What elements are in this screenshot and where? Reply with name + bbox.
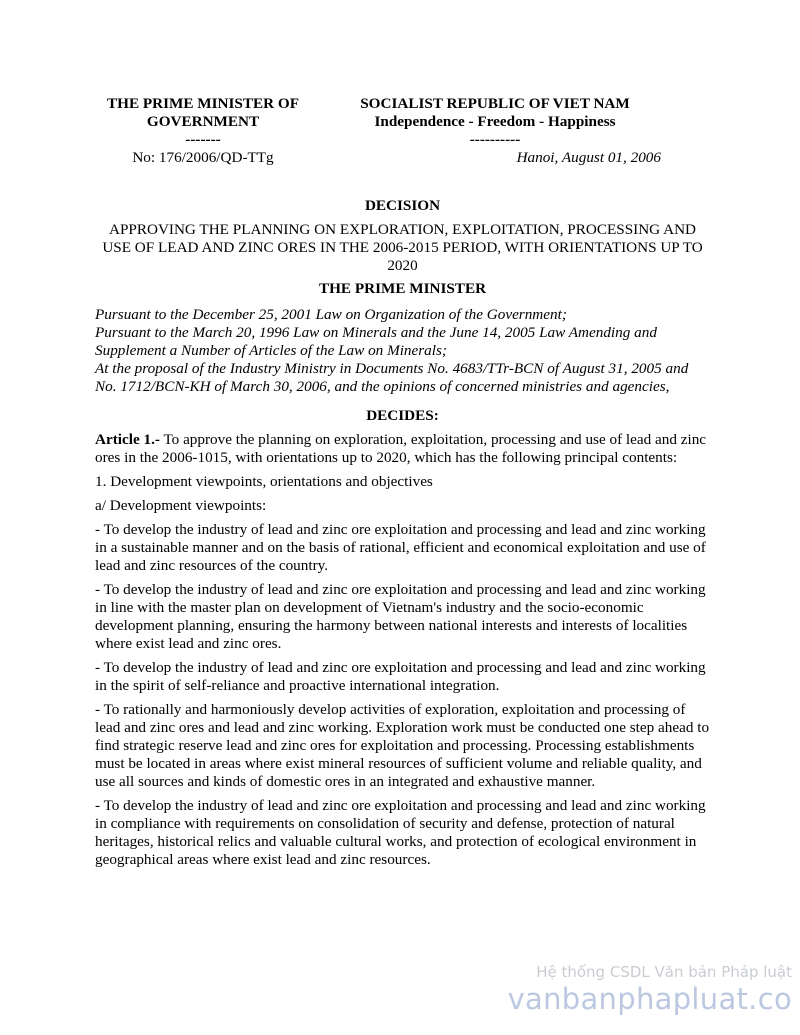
viewpoint-item: - To develop the industry of lead and zinc ore exploitation and processing and lead and zinc working in compliance with requirements on consolidation of security and defense, protection of natural heritages, historical relics and valuable cultural works, and protection of ecological environment in geographical areas where exist lead and zinc resources. (95, 797, 706, 868)
pursuant-line: Pursuant to the December 25, 2001 Law on Organization of the Government; (95, 306, 567, 323)
pursuant-line: Pursuant to the March 20, 1996 Law on Minerals and the June 14, 2005 Law Amending and Supplement a Number of Articles of the Law on Minerals; (95, 324, 657, 359)
document-header (95, 95, 710, 170)
article-1 (95, 431, 710, 467)
state-block (350, 95, 640, 149)
document-date: Hanoi, August 01, 2006 (516, 149, 661, 166)
viewpoint-item: - To develop the industry of lead and zinc ore exploitation and processing and lead and zinc working in the spirit of self-reliance and proactive international integration. (95, 659, 706, 694)
article-1-label: Article 1.- (95, 431, 160, 448)
document-page (95, 95, 710, 869)
viewpoint-item: - To rationally and harmoniously develop activities of exploration, exploitation and processing of lead and zinc ores and lead and zinc working. Exploration work must be conducted one step ahead to find strategic reserve lead and zinc ores for exploitation and processing. Processing establishments must be located in areas where exist mineral resources of sufficient volume and reliable quality, and use all sources and kinds of domestic ores in an integrated and exhaustive manner. (95, 701, 710, 790)
state-motto: Independence - Freedom - Happiness (374, 113, 616, 130)
pursuant-line: At the proposal of the Industry Ministry in Documents No. 4683/TTr-BCN of August 31, 2005 and No. 1712/BCN-KH of March 30, 2006, and the opinions of concerned ministries and agencies, (95, 360, 689, 395)
issuer-heading: THE PRIME MINISTER (318, 280, 487, 297)
document-number: No: 176/2006/QD-TTg (132, 149, 274, 166)
pursuant-block (95, 306, 710, 396)
state-name: SOCIALIST REPUBLIC OF VIET NAM (360, 95, 630, 112)
viewpoint-item: - To develop the industry of lead and zinc ore exploitation and processing and lead and zinc working in a sustainable manner and on the basis of rational, efficient and economical exploitation and use of lead and zinc resources of the country. (95, 521, 706, 574)
issuer-block (95, 95, 311, 149)
site-watermark (508, 963, 792, 1017)
decision-subtitle: APPROVING THE PLANNING ON EXPLORATION, EXPLOITATION, PROCESSING AND USE OF LEAD AND ZINC ORES IN THE 2006-2015 PERIOD, WITH ORIENTATIONS UP TO 2020 (102, 221, 703, 274)
issuer-line1: THE PRIME MINISTER OF (107, 95, 299, 112)
section-1-heading: 1. Development viewpoints, orientations and objectives (95, 473, 433, 490)
issuer-divider: ------- (185, 131, 221, 148)
section-1a-heading: a/ Development viewpoints: (95, 497, 267, 514)
watermark-tagline: Hệ thống CSDL Văn bản Pháp luật (536, 963, 792, 981)
viewpoint-item: - To develop the industry of lead and zinc ore exploitation and processing and lead and zinc working in line with the master plan on development of Vietnam's industry and the socio-economic development planning, ensuring the harmony between national interests and interests of localities where exist lead and zinc ores. (95, 581, 706, 652)
state-divider: ---------- (469, 131, 521, 148)
issuer-line2: GOVERNMENT (146, 113, 260, 130)
article-1-text: To approve the planning on exploration, exploitation, processing and use of lead and zinc ores in the 2006-1015, with orientations up to 2020, which has the following principal contents: (95, 431, 707, 466)
watermark-domain: vanbanphapluat.co (507, 982, 792, 1016)
decision-title: DECISION (364, 197, 441, 214)
decides-heading: DECIDES: (366, 407, 439, 424)
